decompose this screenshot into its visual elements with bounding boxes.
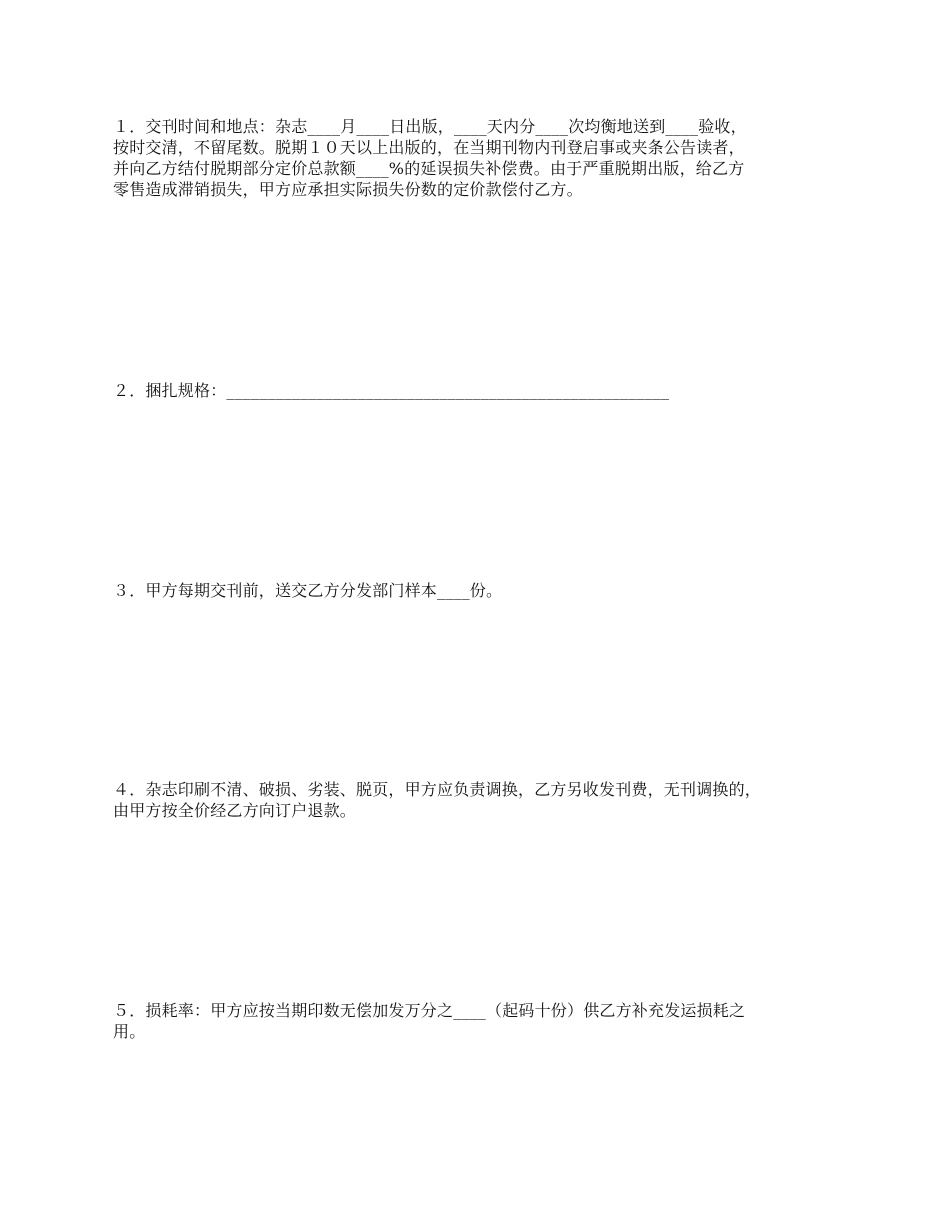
clause-line: 由甲方按全价经乙方向订户退款。: [113, 801, 357, 820]
clause-line: ３．甲方每期交刊前，送交乙方分发部门样本____份。: [113, 581, 503, 600]
clause-2-bundling-spec: [113, 380, 853, 401]
clause-5-wastage-rate: [113, 1000, 853, 1042]
clause-4-defective-copies: [113, 779, 853, 821]
clause-line: 并向乙方结付脱期部分定价总款额____%的延误损失补偿费。由于严重脱期出版，给乙方: [113, 159, 745, 178]
clause-line: 用。: [113, 1022, 146, 1041]
clause-line: １．交刊时间和地点：杂志____月____日出版，____天内分____次均衡地送到____验收，: [113, 117, 747, 136]
clause-line: ５．损耗率：甲方应按当期印数无偿加发万分之____（起码十份）供乙方补充发运损耗之: [113, 1001, 746, 1020]
clause-1-delivery-time-place: [113, 116, 853, 200]
clause-line: ４．杂志印刷不清、破损、劣装、脱页，甲方应负责调换，乙方另收发刊费，无刊调换的，: [113, 780, 762, 799]
clause-line: 零售造成滞销损失，甲方应承担实际损失份数的定价款偿付乙方。: [113, 180, 583, 199]
clause-line: 按时交清，不留尾数。脱期１０天以上出版的，在当期刊物内刊登启事或夹条公告读者，: [113, 138, 745, 157]
clause-3-sample-copies: [113, 580, 853, 601]
clause-line: ２．捆扎规格：______________________________________________________: [113, 381, 670, 400]
